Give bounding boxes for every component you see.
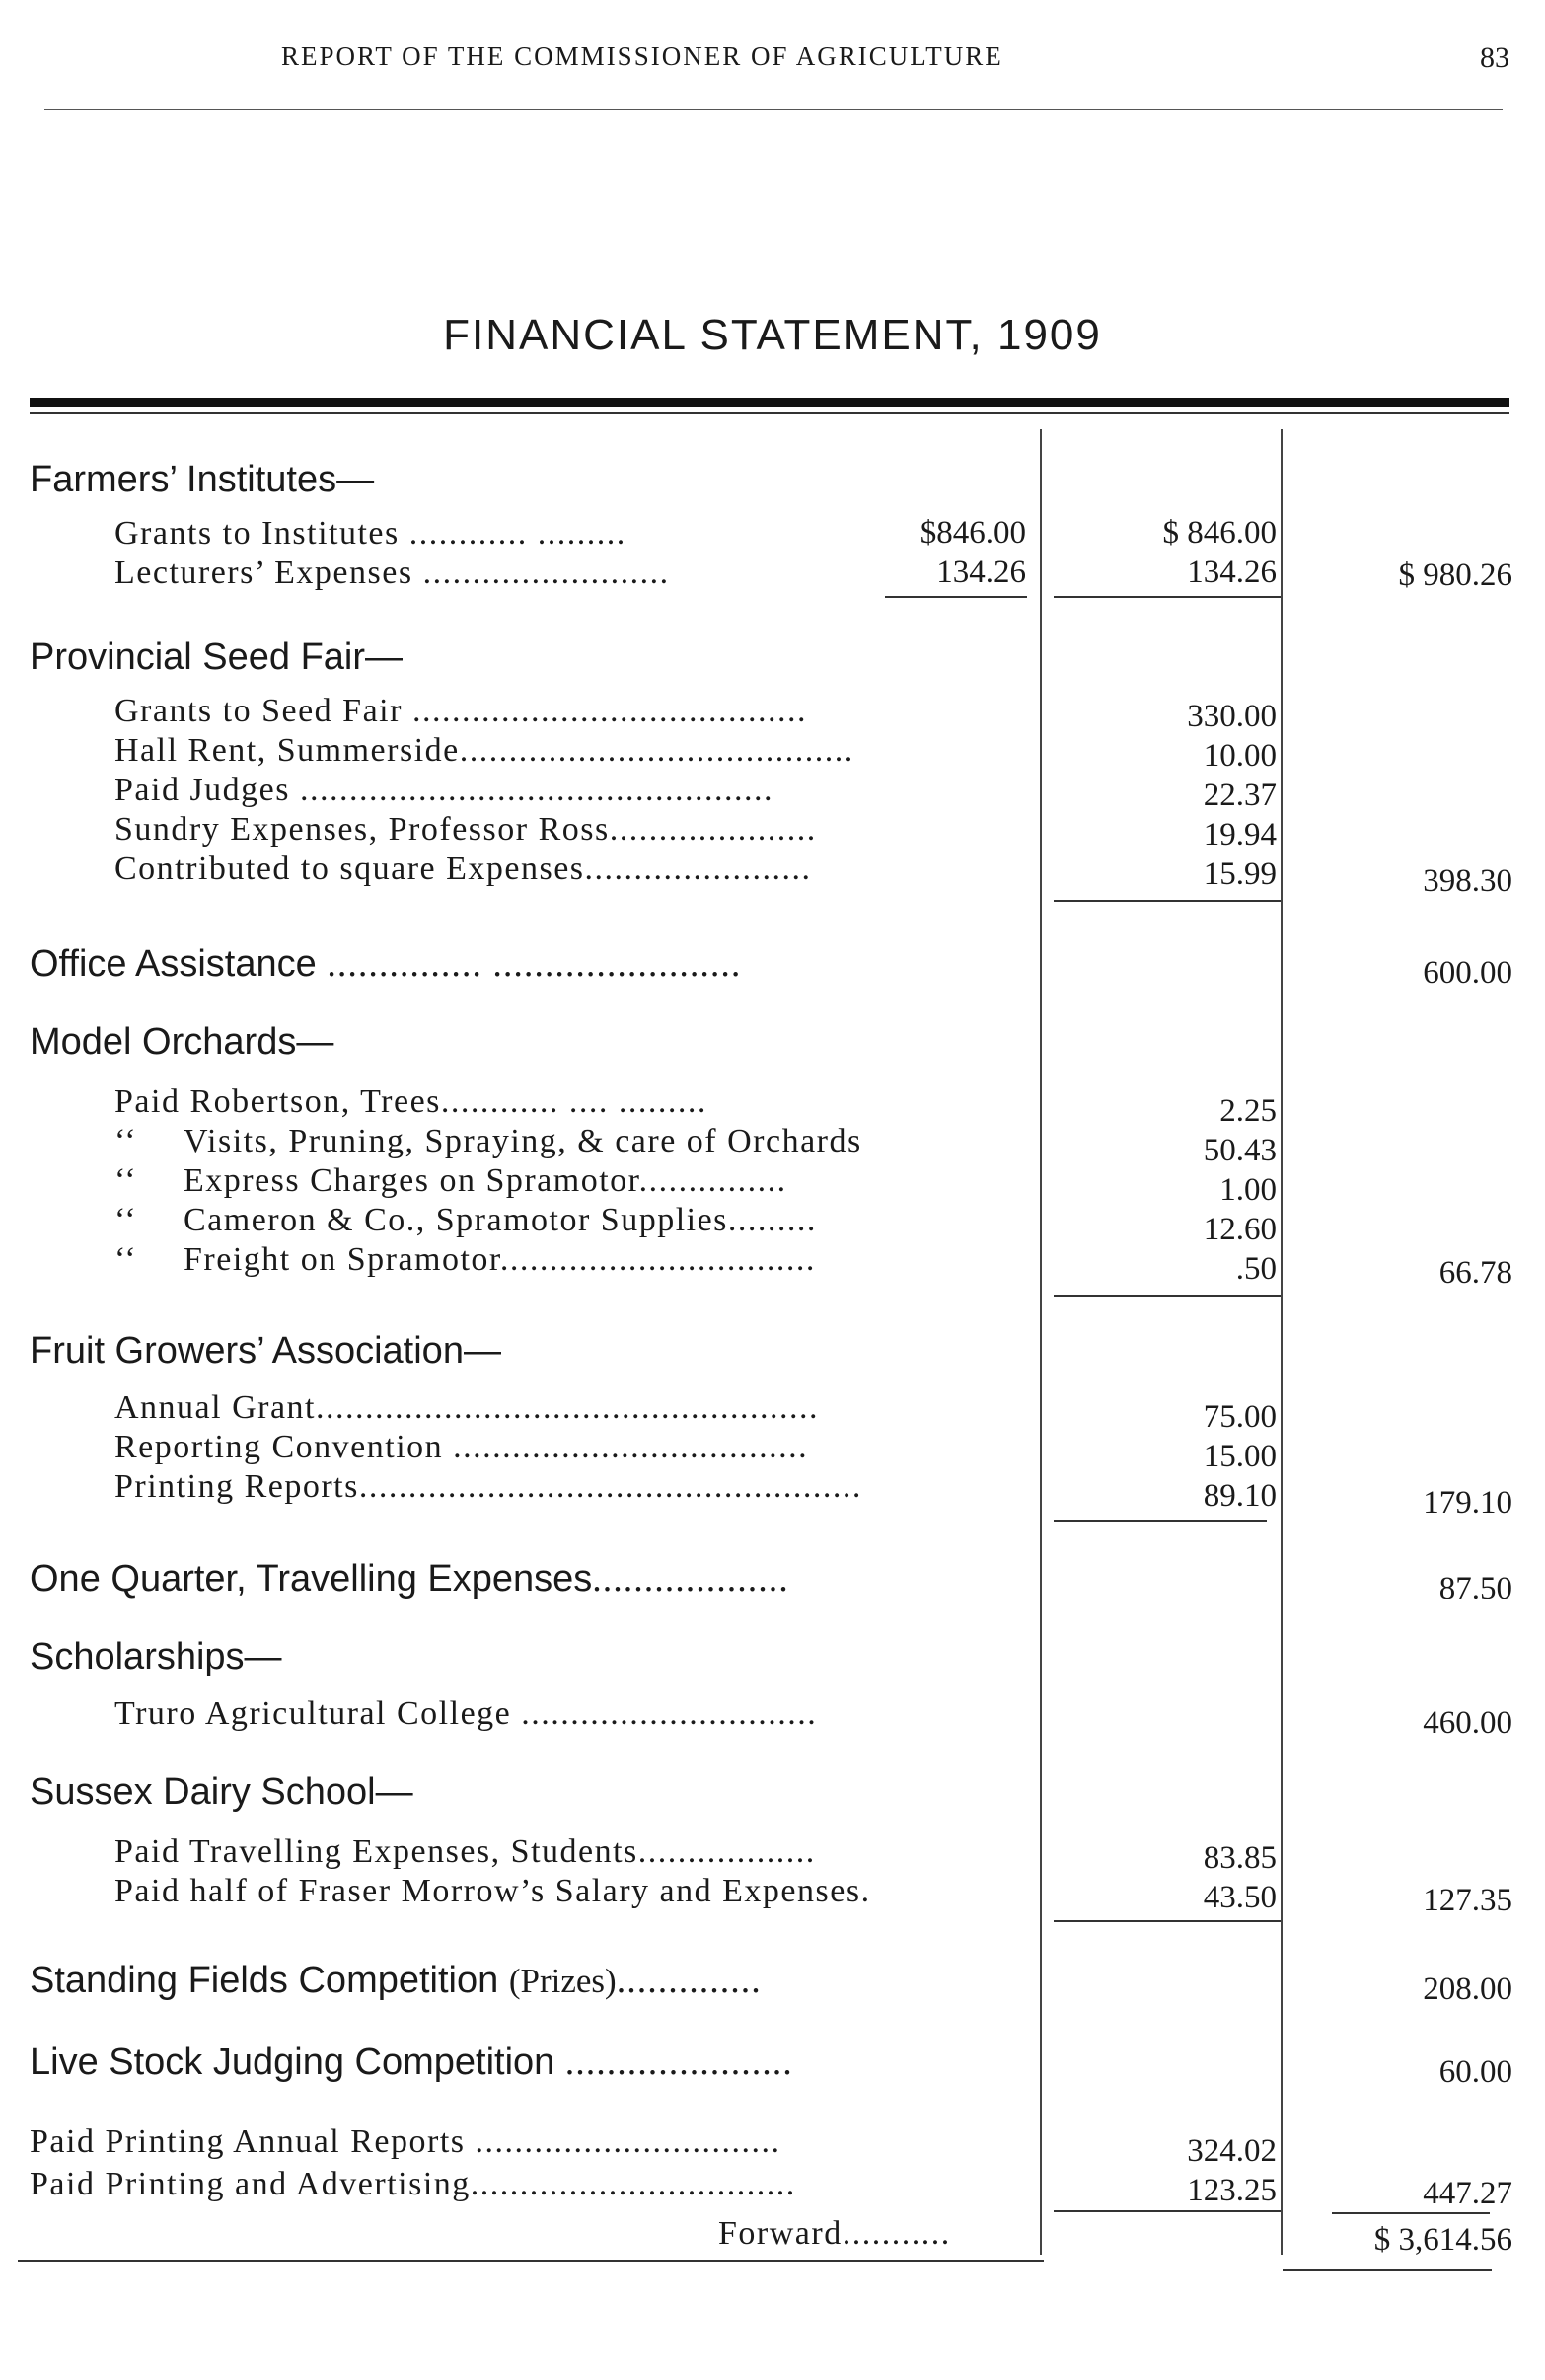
line-item-label: Sundry Expenses, Professor Ross..................... — [114, 811, 817, 848]
subtotal-rule — [1054, 596, 1281, 598]
line-item-label: Paid Printing and Advertising................................. — [30, 2166, 796, 2202]
ditto-mark: ‘‘ — [114, 1241, 138, 1278]
subtotal-rule — [1054, 1295, 1281, 1297]
line-item-amount: 1.00 — [1219, 1172, 1277, 1208]
line-item-inner-amount: $846.00 — [920, 515, 1026, 551]
bottom-rule — [18, 2260, 1044, 2262]
section-total: 66.78 — [1438, 1255, 1512, 1291]
title-thick-rule — [30, 398, 1509, 407]
line-item-label: Printing Reports................................................... — [114, 1468, 862, 1505]
section-heading: Fruit Growers’ Association— — [30, 1330, 501, 1372]
line-item-label: Paid Travelling Expenses, Students.................. — [114, 1833, 816, 1870]
section-heading: Scholarships— — [30, 1636, 282, 1677]
line-item-amount: 19.94 — [1203, 817, 1277, 853]
subtotal-rule — [1054, 1920, 1281, 1922]
line-item-amount: .50 — [1235, 1251, 1277, 1287]
line-item-amount: 75.00 — [1203, 1399, 1277, 1435]
section-total: 179.10 — [1423, 1485, 1512, 1521]
line-item-amount: 134.26 — [1187, 555, 1277, 590]
section-total: 127.35 — [1423, 1883, 1512, 1918]
section-total: 447.27 — [1423, 2176, 1512, 2211]
grand-total-rule — [1283, 2269, 1492, 2271]
forward-label: Forward........... — [718, 2215, 951, 2252]
section-heading: Model Orchards— — [30, 1021, 334, 1063]
grand-total: $ 3,614.56 — [1373, 2222, 1512, 2258]
page-title: FINANCIAL STATEMENT, 1909 — [443, 311, 1102, 359]
section-total: 208.00 — [1423, 1971, 1512, 2007]
section-heading: Sussex Dairy School— — [30, 1771, 413, 1813]
line-item-label: Truro Agricultural College .............................. — [114, 1695, 818, 1732]
ditto-mark: ‘‘ — [114, 1202, 138, 1238]
line-item-amount: 50.43 — [1203, 1133, 1277, 1168]
ditto-mark: ‘‘ — [114, 1123, 138, 1159]
section-total: 600.00 — [1423, 955, 1512, 991]
header-rule — [44, 109, 1503, 110]
section-heading: Live Stock Judging Competition ...................... — [30, 2042, 793, 2083]
line-item-amount: 15.00 — [1203, 1439, 1277, 1474]
ditto-line-item: ‘‘ Express Charges on Spramotor............... — [114, 1162, 787, 1199]
line-item-amount: 83.85 — [1203, 1840, 1277, 1876]
line-item-label: Grants to Seed Fair ........................................ — [114, 693, 807, 729]
line-item-amount: 330.00 — [1187, 699, 1277, 734]
section-heading: Farmers’ Institutes— — [30, 459, 375, 500]
column-rule-outer — [1281, 429, 1283, 2255]
ditto-line-item: ‘‘ Freight on Spramotor................................ — [114, 1241, 816, 1278]
ditto-line-item: ‘‘ Cameron & Co., Spramotor Supplies......... — [114, 1202, 817, 1238]
column-rule-inner — [1040, 429, 1042, 2255]
line-item-label: Paid Printing Annual Reports ............................... — [30, 2123, 781, 2160]
title-thin-rule — [30, 412, 1509, 414]
section-heading: Standing Fields Competition (Prizes).............. — [30, 1960, 762, 2001]
section-heading: Office Assistance ............... ........................ — [30, 943, 742, 985]
section-total: 87.50 — [1438, 1571, 1512, 1606]
subtotal-rule — [1054, 2210, 1281, 2212]
line-item-label: Hall Rent, Summerside........................................ — [114, 732, 854, 769]
line-item-label: Contributed to square Expenses....................... — [114, 851, 812, 887]
line-item-label: Paid half of Fraser Morrow’s Salary and Expenses. — [114, 1873, 871, 1909]
line-item-amount: 2.25 — [1219, 1093, 1277, 1129]
running-head — [0, 41, 1545, 81]
line-item-label: Paid Robertson, Trees............ .... ......... — [114, 1083, 707, 1120]
line-item-amount: 43.50 — [1203, 1880, 1277, 1915]
section-total: 460.00 — [1423, 1705, 1512, 1741]
line-item-amount: 324.02 — [1187, 2133, 1277, 2169]
ditto-line-item: ‘‘ Visits, Pruning, Spraying, & care of Orchards — [114, 1123, 862, 1159]
section-total: $ 980.26 — [1398, 558, 1512, 593]
line-item-label: Annual Grant................................................... — [114, 1389, 820, 1426]
subtotal-rule — [1054, 1520, 1267, 1522]
section-heading: Provincial Seed Fair— — [30, 636, 404, 678]
section-heading: One Quarter, Travelling Expenses................... — [30, 1558, 789, 1599]
line-item-label: Lecturers’ Expenses ......................... — [114, 555, 670, 591]
line-item-amount: 123.25 — [1187, 2173, 1277, 2208]
line-item-amount: 15.99 — [1203, 856, 1277, 892]
line-item-label: Grants to Institutes ............ ......... — [114, 515, 626, 552]
subtotal-rule — [1054, 900, 1281, 902]
line-item-amount: 89.10 — [1203, 1478, 1277, 1514]
page-number: 83 — [1480, 41, 1509, 74]
line-item-amount: $ 846.00 — [1162, 515, 1277, 551]
section-total: 60.00 — [1438, 2054, 1512, 2090]
subtotal-rule — [885, 596, 1027, 598]
total-rule — [1332, 2212, 1490, 2214]
line-item-label: Reporting Convention .................................... — [114, 1429, 809, 1465]
line-item-amount: 12.60 — [1203, 1212, 1277, 1247]
line-item-amount: 10.00 — [1203, 738, 1277, 774]
line-item-amount: 22.37 — [1203, 778, 1277, 813]
line-item-label: Paid Judges ................................................ — [114, 772, 773, 808]
running-title: REPORT OF THE COMMISSIONER OF AGRICULTURE — [281, 41, 1003, 71]
ditto-mark: ‘‘ — [114, 1162, 138, 1199]
line-item-inner-amount: 134.26 — [936, 555, 1026, 590]
section-total: 398.30 — [1423, 863, 1512, 899]
